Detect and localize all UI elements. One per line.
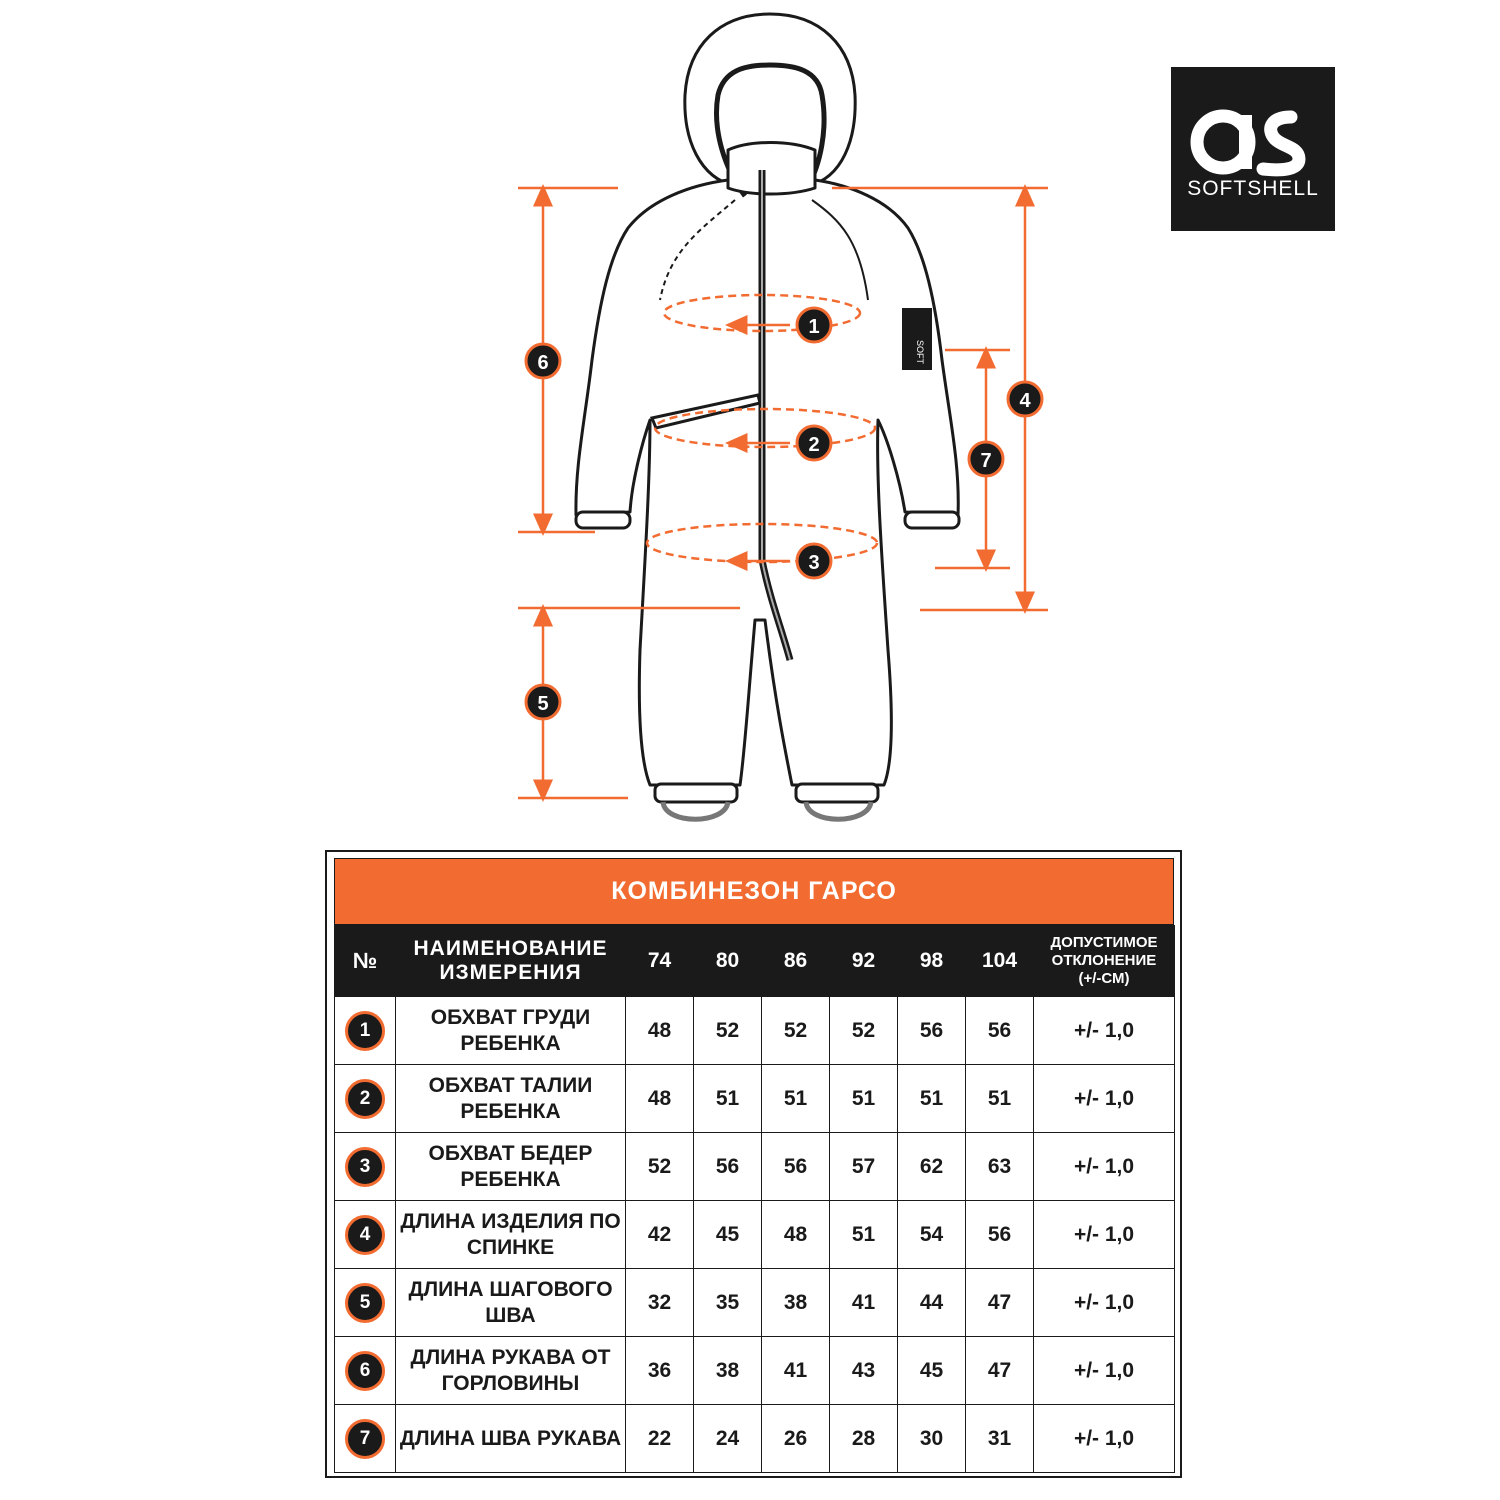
header-size: 92 <box>830 926 898 997</box>
measurement-name <box>396 1065 626 1133</box>
size-value-cell: 56 <box>898 997 966 1065</box>
table-row <box>335 1065 1175 1133</box>
size-value-cell: 48 <box>762 1201 830 1269</box>
header-name <box>396 926 626 997</box>
row-number-cell <box>335 1201 396 1269</box>
size-value-cell: 54 <box>898 1201 966 1269</box>
row-number-badge: 5 <box>345 1283 385 1323</box>
svg-text:5: 5 <box>537 693 549 715</box>
right-foot-strap <box>806 802 871 819</box>
header-size: 98 <box>898 926 966 997</box>
row-number-badge: 2 <box>345 1079 385 1119</box>
marker-1 <box>797 308 831 342</box>
measurement-name <box>396 1269 626 1337</box>
left-leg-cuff <box>655 784 737 802</box>
size-table <box>334 925 1175 1473</box>
size-value-cell: 35 <box>694 1269 762 1337</box>
header-tolerance-line2: ОТКЛОНЕНИЕ <box>1051 952 1157 969</box>
measurement-name-line1: ДЛИНА ШАГОВОГО <box>408 1277 613 1301</box>
logo-text: SOFTSHELL <box>1187 177 1319 200</box>
size-value-cell: 48 <box>626 1065 694 1133</box>
size-value-cell: 51 <box>762 1065 830 1133</box>
svg-text:7: 7 <box>980 450 992 472</box>
marker-2 <box>797 426 831 460</box>
marker-4 <box>1008 382 1042 416</box>
size-value-cell: 51 <box>830 1201 898 1269</box>
size-value-cell: 41 <box>830 1269 898 1337</box>
size-value-cell: 41 <box>762 1337 830 1405</box>
size-value-cell: 51 <box>966 1065 1034 1133</box>
tolerance-cell: +/- 1,0 <box>1034 997 1175 1065</box>
size-value-cell: 38 <box>762 1269 830 1337</box>
row-number-badge: 4 <box>345 1215 385 1255</box>
row-number-badge: 1 <box>345 1011 385 1051</box>
size-value-cell: 42 <box>626 1201 694 1269</box>
table-header-row <box>335 926 1175 997</box>
size-value-cell: 51 <box>830 1065 898 1133</box>
measurement-name-line1: ОБХВАТ ТАЛИИ <box>428 1073 593 1097</box>
left-foot-strap <box>663 802 728 819</box>
size-value-cell: 43 <box>830 1337 898 1405</box>
table-row <box>335 1337 1175 1405</box>
table-row <box>335 1133 1175 1201</box>
as-logo-mark <box>1171 67 1335 231</box>
size-value-cell: 56 <box>762 1133 830 1201</box>
header-size: 74 <box>626 926 694 997</box>
row-number-cell <box>335 1065 396 1133</box>
svg-text:4: 4 <box>1019 390 1031 412</box>
size-value-cell: 22 <box>626 1405 694 1473</box>
header-name-line2: ИЗМЕРЕНИЯ <box>439 961 582 984</box>
size-value-cell: 57 <box>830 1133 898 1201</box>
size-value-cell: 45 <box>694 1201 762 1269</box>
left-cuff <box>576 512 630 528</box>
header-name-line1: НАИМЕНОВАНИЕ <box>413 937 608 960</box>
measurement-name-line2: РЕБЕНКА <box>460 1031 561 1055</box>
size-value-cell: 52 <box>830 997 898 1065</box>
tolerance-cell: +/- 1,0 <box>1034 1337 1175 1405</box>
measurement-name <box>396 1133 626 1201</box>
tolerance-cell: +/- 1,0 <box>1034 1269 1175 1337</box>
svg-text:3: 3 <box>808 552 820 574</box>
measurement-name <box>396 997 626 1065</box>
measurement-name-line1: ДЛИНА РУКАВА ОТ <box>410 1345 611 1369</box>
row-number-cell <box>335 1337 396 1405</box>
body-shape <box>576 180 958 785</box>
collar <box>728 143 815 195</box>
row-number-badge: 3 <box>345 1147 385 1187</box>
sleeve-patch-text: SOFT <box>915 340 925 364</box>
size-value-cell: 48 <box>626 997 694 1065</box>
size-value-cell: 47 <box>966 1337 1034 1405</box>
size-value-cell: 32 <box>626 1269 694 1337</box>
svg-text:6: 6 <box>537 352 549 374</box>
size-value-cell: 63 <box>966 1133 1034 1201</box>
size-value-cell: 52 <box>762 997 830 1065</box>
measurement-name-line1: ОБХВАТ БЕДЕР <box>428 1141 593 1165</box>
right-cuff <box>905 512 959 528</box>
marker-3 <box>797 544 831 578</box>
header-tolerance <box>1034 926 1175 997</box>
header-size: 80 <box>694 926 762 997</box>
measurement-name-line1: ДЛИНА ИЗДЕЛИЯ ПО <box>400 1209 621 1233</box>
table-row <box>335 997 1175 1065</box>
size-value-cell: 51 <box>898 1065 966 1133</box>
table-row <box>335 1201 1175 1269</box>
measurement-name-line2: РЕБЕНКА <box>460 1167 561 1191</box>
size-value-cell: 24 <box>694 1405 762 1473</box>
tolerance-cell: +/- 1,0 <box>1034 1133 1175 1201</box>
table-row <box>335 1269 1175 1337</box>
size-value-cell: 38 <box>694 1337 762 1405</box>
size-value-cell: 31 <box>966 1405 1034 1473</box>
size-value-cell: 44 <box>898 1269 966 1337</box>
size-value-cell: 56 <box>694 1133 762 1201</box>
measurement-name <box>396 1337 626 1405</box>
header-tolerance-line1: ДОПУСТИМОЕ <box>1050 934 1158 951</box>
header-number: № <box>335 926 396 997</box>
tolerance-cell: +/- 1,0 <box>1034 1065 1175 1133</box>
table-title: КОМБИНЕЗОН ГАРСО <box>334 858 1174 925</box>
measurement-name-line1: ОБХВАТ ГРУДИ <box>430 1005 591 1029</box>
measurement-name <box>396 1405 626 1473</box>
size-value-cell: 36 <box>626 1337 694 1405</box>
table-row <box>335 1405 1175 1473</box>
brand-logo <box>1171 67 1335 231</box>
tolerance-cell: +/- 1,0 <box>1034 1201 1175 1269</box>
row-number-cell <box>335 1269 396 1337</box>
size-value-cell: 56 <box>966 997 1034 1065</box>
size-value-cell: 62 <box>898 1133 966 1201</box>
svg-text:2: 2 <box>808 434 820 456</box>
measurement-name <box>396 1201 626 1269</box>
size-value-cell: 51 <box>694 1065 762 1133</box>
header-size: 86 <box>762 926 830 997</box>
size-value-cell: 47 <box>966 1269 1034 1337</box>
marker-6 <box>526 344 560 378</box>
size-value-cell: 52 <box>694 997 762 1065</box>
size-value-cell: 28 <box>830 1405 898 1473</box>
right-leg-cuff <box>796 784 878 802</box>
measurement-name-line2: СПИНКЕ <box>466 1235 555 1259</box>
row-number-badge: 7 <box>345 1419 385 1459</box>
row-number-cell <box>335 1133 396 1201</box>
size-value-cell: 56 <box>966 1201 1034 1269</box>
marker-5 <box>526 685 560 719</box>
size-value-cell: 30 <box>898 1405 966 1473</box>
measurement-name-line2: ГОРЛОВИНЫ <box>441 1371 580 1395</box>
row-number-cell <box>335 1405 396 1473</box>
header-size: 104 <box>966 926 1034 997</box>
size-value-cell: 45 <box>898 1337 966 1405</box>
measurement-name-line2: ШВА <box>485 1303 536 1327</box>
measurement-name-line2: РЕБЕНКА <box>460 1099 561 1123</box>
marker-7 <box>969 442 1003 476</box>
size-value-cell: 26 <box>762 1405 830 1473</box>
row-number-cell <box>335 997 396 1065</box>
tolerance-cell: +/- 1,0 <box>1034 1405 1175 1473</box>
header-tolerance-line3: (+/-СМ) <box>1078 970 1130 987</box>
size-value-cell: 52 <box>626 1133 694 1201</box>
row-number-badge: 6 <box>345 1351 385 1391</box>
measurement-name-line1: ДЛИНА ШВА РУКАВА <box>399 1426 622 1450</box>
svg-text:1: 1 <box>808 316 820 338</box>
